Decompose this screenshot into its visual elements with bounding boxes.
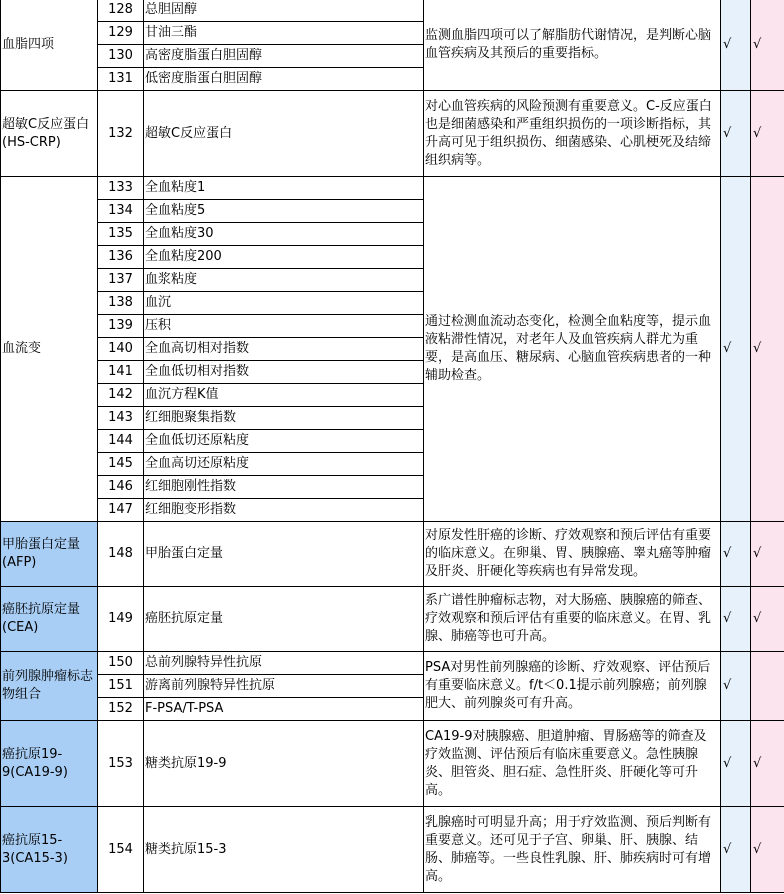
item-number: 130 — [98, 45, 144, 68]
item-number: 134 — [98, 200, 144, 223]
category-cell: 前列腺肿瘤标志物组合 — [1, 652, 98, 721]
description-cell: 系广谱性肿瘤标志物，对大肠癌、胰腺癌的筛查、疗效观察和预后评估有重要的临床意义。在胃、乳腺、肺癌等也可升高。 — [424, 587, 721, 652]
description-cell: 对心血管疾病的风险预测有重要意义。C-反应蛋白也是细菌感染和严重组织损伤的一项诊断指标，其升高可见于组织损伤、细菌感染、心肌梗死及结缔组织病等。 — [424, 91, 721, 177]
check-mark-package-1: √ — [721, 0, 751, 91]
item-number: 145 — [98, 453, 144, 476]
item-name: 全血粘度30 — [144, 223, 424, 246]
description-cell: PSA对男性前列腺癌的诊断、疗效观察、评估预后有重要临床意义。f/t＜0.1提示前列腺癌；前列腺肥大、前列腺炎可有升高。 — [424, 652, 721, 721]
check-mark-package-2: √ — [751, 721, 784, 807]
item-name: 全血粘度200 — [144, 246, 424, 269]
item-number: 131 — [98, 68, 144, 91]
item-name: 红细胞聚集指数 — [144, 407, 424, 430]
description-cell: 监测血脂四项可以了解脂肪代谢情况，是判断心脑血管疾病及其预后的重要指标。 — [424, 0, 721, 91]
item-number: 153 — [98, 721, 144, 807]
item-name: 红细胞变形指数 — [144, 499, 424, 522]
description-cell: 对原发性肝癌的诊断、疗效观察和预后评估有重要的临床意义。在卵巢、胃、胰腺癌、睾丸癌等肿瘤及肝炎、肝硬化等疾病也有异常发现。 — [424, 522, 721, 587]
check-mark-package-2: √ — [751, 0, 784, 91]
category-cell: 甲胎蛋白定量(AFP) — [1, 522, 98, 587]
item-number: 143 — [98, 407, 144, 430]
table-row — [1, 807, 784, 893]
category-cell: 血脂四项 — [1, 0, 98, 91]
check-mark-package-1: √ — [721, 177, 751, 522]
category-cell: 血流变 — [1, 177, 98, 522]
item-name: 糖类抗原15-3 — [144, 807, 424, 893]
item-name: 总前列腺特异性抗原 — [144, 652, 424, 675]
description-cell: 通过检测血流动态变化，检测全血粘度等，提示血液粘滞性情况，对老年人及血管疾病人群尤为重要，是高血压、糖尿病、心脑血管疾病患者的一种辅助检查。 — [424, 177, 721, 522]
item-number: 144 — [98, 430, 144, 453]
category-cell: 癌抗原15-3(CA15-3) — [1, 807, 98, 893]
description-cell: 乳腺癌时可明显升高；用于疗效监测、预后判断有重要意义。还可见于子宫、卵巢、肝、胰腺、结肠、肺癌等。一些良性乳腺、肝、肺疾病时可有增高。 — [424, 807, 721, 893]
category-cell: 超敏C反应蛋白(HS-CRP) — [1, 91, 98, 177]
item-number: 139 — [98, 315, 144, 338]
table-row — [1, 587, 784, 652]
check-mark-package-2: √ — [751, 177, 784, 522]
category-cell: 癌胚抗原定量(CEA) — [1, 587, 98, 652]
item-name: 全血低切还原粘度 — [144, 430, 424, 453]
item-number: 135 — [98, 223, 144, 246]
item-number: 150 — [98, 652, 144, 675]
description-cell: CA19-9对胰腺癌、胆道肿瘤、胃肠癌等的筛查及疗效监测、评估预后有临床重要意义。急性胰腺炎、胆管炎、胆石症、急性肝炎、肝硬化等可升高。 — [424, 721, 721, 807]
item-number: 133 — [98, 177, 144, 200]
item-number: 141 — [98, 361, 144, 384]
item-name: 总胆固醇 — [144, 0, 424, 22]
item-name: 压积 — [144, 315, 424, 338]
item-name: 全血粘度1 — [144, 177, 424, 200]
table-row — [1, 0, 784, 22]
item-name: 糖类抗原19-9 — [144, 721, 424, 807]
check-mark-package-1: √ — [721, 91, 751, 177]
check-mark-package-2 — [751, 652, 784, 721]
item-number: 149 — [98, 587, 144, 652]
item-name: 全血高切还原粘度 — [144, 453, 424, 476]
item-number: 148 — [98, 522, 144, 587]
check-mark-package-1: √ — [721, 587, 751, 652]
item-number: 137 — [98, 269, 144, 292]
item-number: 140 — [98, 338, 144, 361]
item-number: 136 — [98, 246, 144, 269]
item-name: 全血低切相对指数 — [144, 361, 424, 384]
item-name: 低密度脂蛋白胆固醇 — [144, 68, 424, 91]
table-row — [1, 652, 784, 675]
item-name: 游离前列腺特异性抗原 — [144, 675, 424, 698]
item-name: 甘油三酯 — [144, 22, 424, 45]
item-name: 全血粘度5 — [144, 200, 424, 223]
item-number: 142 — [98, 384, 144, 407]
item-name: F-PSA/T-PSA — [144, 698, 424, 721]
item-number: 138 — [98, 292, 144, 315]
check-mark-package-1: √ — [721, 652, 751, 721]
item-number: 129 — [98, 22, 144, 45]
table-row — [1, 177, 784, 200]
table-row — [1, 91, 784, 177]
check-mark-package-2: √ — [751, 522, 784, 587]
item-name: 全血高切相对指数 — [144, 338, 424, 361]
item-number: 146 — [98, 476, 144, 499]
check-mark-package-1: √ — [721, 522, 751, 587]
item-number: 152 — [98, 698, 144, 721]
item-name: 超敏C反应蛋白 — [144, 91, 424, 177]
item-name: 血沉 — [144, 292, 424, 315]
item-number: 128 — [98, 0, 144, 22]
table-body — [1, 0, 784, 893]
category-cell: 癌抗原19-9(CA19-9) — [1, 721, 98, 807]
table-row — [1, 522, 784, 587]
item-name: 红细胞刚性指数 — [144, 476, 424, 499]
item-number: 151 — [98, 675, 144, 698]
check-mark-package-2: √ — [751, 587, 784, 652]
check-mark-package-2: √ — [751, 91, 784, 177]
item-name: 血浆粘度 — [144, 269, 424, 292]
check-mark-package-2: √ — [751, 807, 784, 893]
item-number: 132 — [98, 91, 144, 177]
item-name: 甲胎蛋白定量 — [144, 522, 424, 587]
item-number: 154 — [98, 807, 144, 893]
item-name: 癌胚抗原定量 — [144, 587, 424, 652]
check-mark-package-1: √ — [721, 807, 751, 893]
check-mark-package-1: √ — [721, 721, 751, 807]
item-number: 147 — [98, 499, 144, 522]
item-name: 血沉方程K值 — [144, 384, 424, 407]
table-row — [1, 721, 784, 807]
item-name: 高密度脂蛋白胆固醇 — [144, 45, 424, 68]
